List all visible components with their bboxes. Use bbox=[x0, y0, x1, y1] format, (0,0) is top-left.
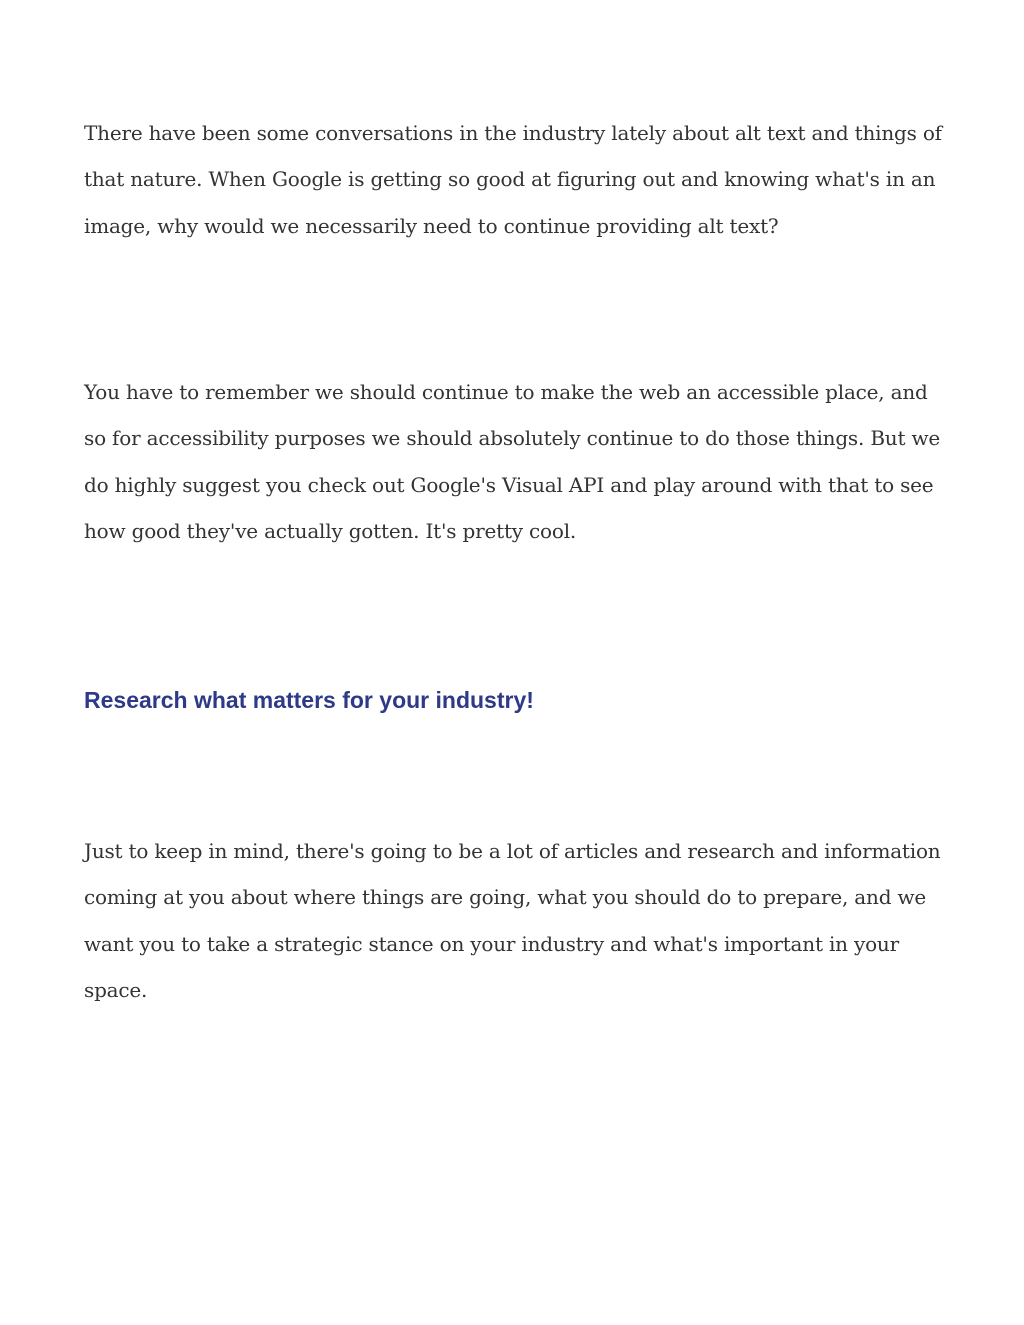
paragraph-line: do highly suggest you check out Google's Visual API and play around with that to see bbox=[84, 472, 934, 497]
paragraph-line: You have to remember we should continue to make the web an accessible place, and bbox=[84, 380, 928, 404]
paragraph-line: so for accessibility purposes we should absolutely continue to do those things. But we bbox=[84, 426, 941, 451]
paragraph-accessibility bbox=[84, 369, 944, 554]
paragraph-line: want you to take a strategic stance on your industry and what's important in your bbox=[84, 931, 899, 956]
paragraph-line: image, why would we necessarily need to continue providing alt text? bbox=[84, 213, 779, 238]
section-heading: Research what matters for your industry! bbox=[84, 687, 534, 713]
paragraph-line: There have been some conversations in the industry lately about alt text and things of bbox=[84, 121, 942, 145]
paragraph-line: coming at you about where things are going, what you should do to prepare, and we bbox=[84, 885, 927, 910]
paragraph-line: that nature. When Google is getting so good at figuring out and knowing what's in an bbox=[84, 167, 936, 192]
paragraph-line: space. bbox=[84, 977, 148, 1002]
paragraph-alt-text-conversation bbox=[84, 110, 944, 249]
paragraph-line: how good they've actually gotten. It's pretty cool. bbox=[84, 518, 577, 543]
paragraph-strategic-stance bbox=[84, 828, 944, 1013]
paragraph-line: Just to keep in mind, there's going to be a lot of articles and research and information bbox=[84, 839, 941, 863]
